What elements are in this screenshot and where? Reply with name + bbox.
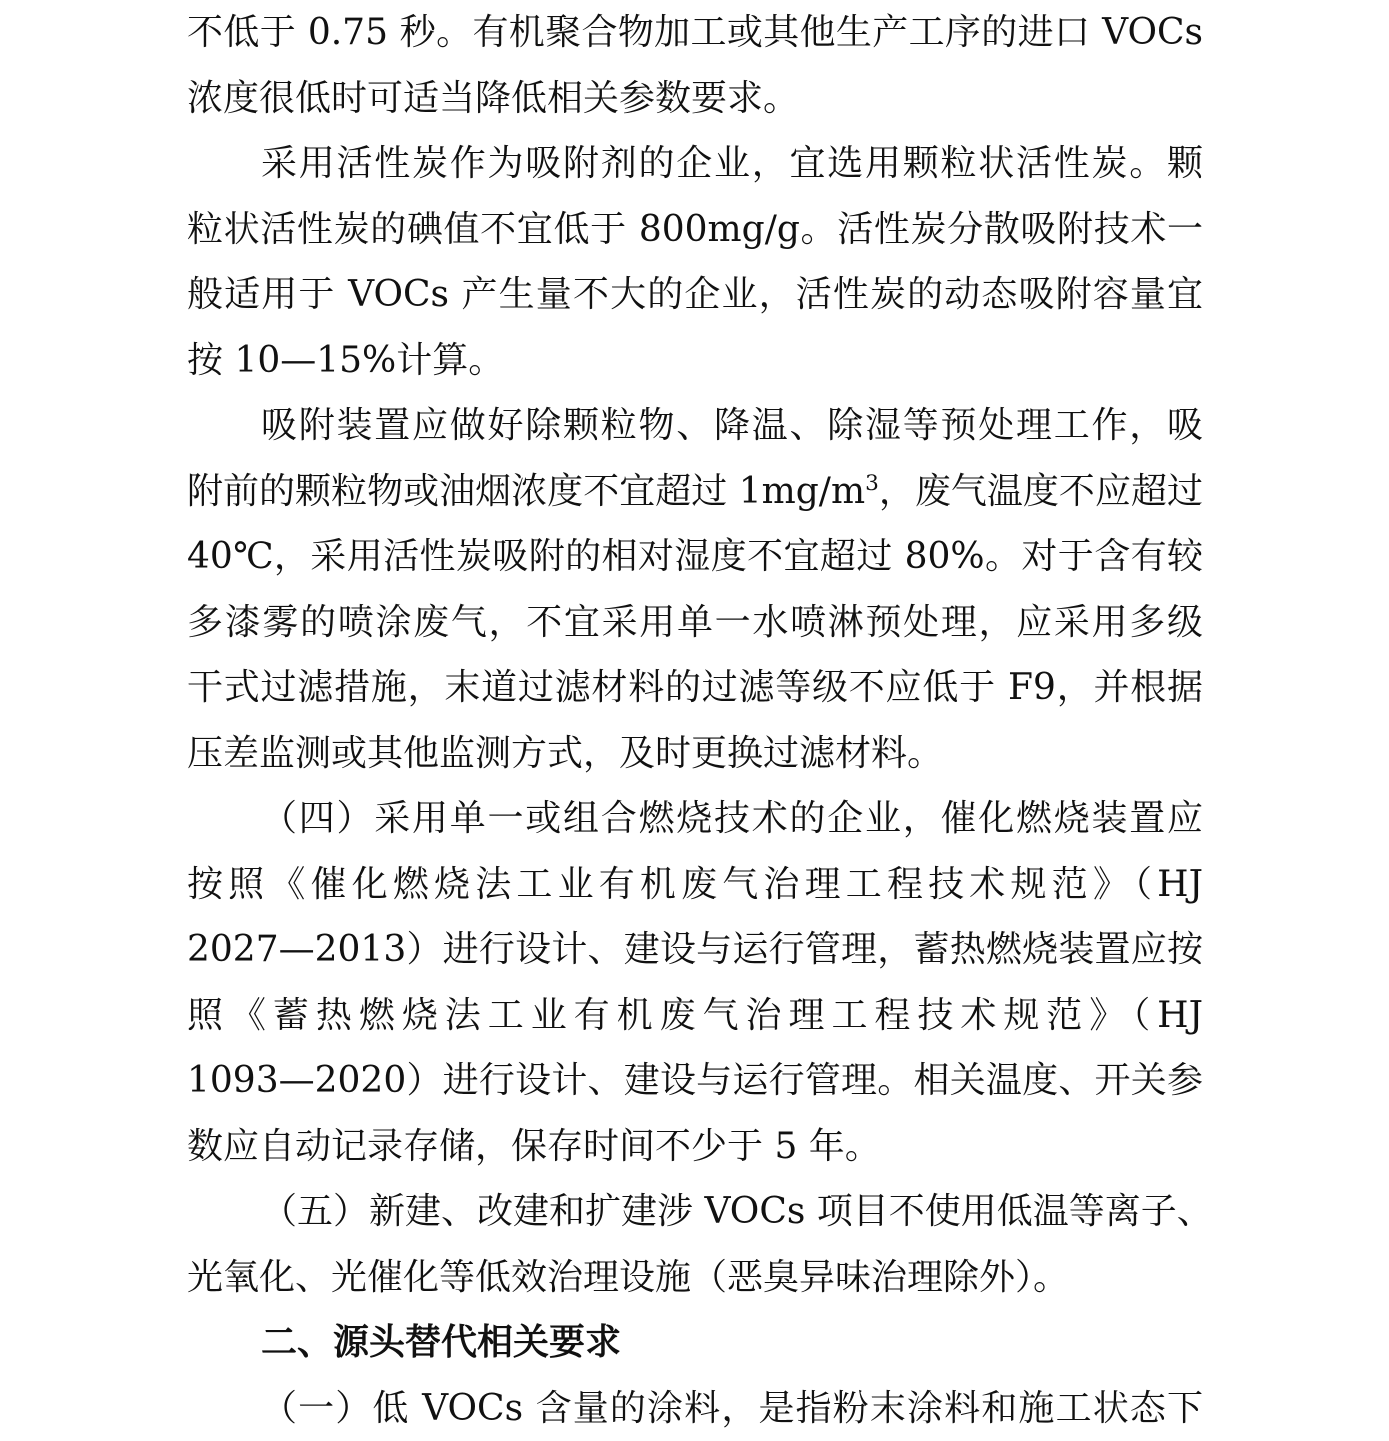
text-line: 2027—2013）进行设计、建设与运行管理，蓄热燃烧装置应按 xyxy=(187,917,1203,983)
text-line: 按照《催化燃烧法工业有机废气治理工程技术规范》（HJ xyxy=(187,852,1203,918)
text-line: 浓度很低时可适当降低相关参数要求。 xyxy=(187,66,1203,132)
superscript: 3 xyxy=(865,471,879,496)
text-segment: ，废气温度不应超过 xyxy=(879,471,1203,512)
text-line: （四）采用单一或组合燃烧技术的企业，催化燃烧装置应 xyxy=(187,786,1203,852)
text-line: 吸附装置应做好除颗粒物、降温、除湿等预处理工作，吸 xyxy=(187,393,1203,459)
text-line: 采用活性炭作为吸附剂的企业，宜选用颗粒状活性炭。颗 xyxy=(187,131,1203,197)
text-line xyxy=(187,459,1203,525)
text-line: 照《蓄热燃烧法工业有机废气治理工程技术规范》（HJ xyxy=(187,983,1203,1049)
section-heading: 二、源头替代相关要求 xyxy=(187,1310,1203,1376)
text-line: 按 10—15%计算。 xyxy=(187,328,1203,394)
text-line: （五）新建、改建和扩建涉 VOCs 项目不使用低温等离子、 xyxy=(187,1179,1203,1245)
text-line: 1093—2020）进行设计、建设与运行管理。相关温度、开关参 xyxy=(187,1048,1203,1114)
text-line: 光氧化、光催化等低效治理设施（恶臭异味治理除外）。 xyxy=(187,1245,1203,1311)
text-line: 粒状活性炭的碘值不宜低于 800mg/g。活性炭分散吸附技术一 xyxy=(187,197,1203,263)
text-line: 压差监测或其他监测方式，及时更换过滤材料。 xyxy=(187,721,1203,787)
text-line: （一）低 VOCs 含量的涂料，是指粉末涂料和施工状态下 xyxy=(187,1376,1203,1441)
text-segment: 附前的颗粒物或油烟浓度不宜超过 1mg/m xyxy=(187,471,865,512)
text-line: 干式过滤措施，末道过滤材料的过滤等级不应低于 F9，并根据 xyxy=(187,655,1203,721)
text-line: 多漆雾的喷涂废气，不宜采用单一水喷淋预处理，应采用多级 xyxy=(187,590,1203,656)
text-line: 般适用于 VOCs 产生量不大的企业，活性炭的动态吸附容量宜 xyxy=(187,262,1203,328)
text-line: 40℃，采用活性炭吸附的相对湿度不宜超过 80%。对于含有较 xyxy=(187,524,1203,590)
text-line: 数应自动记录存储，保存时间不少于 5 年。 xyxy=(187,1114,1203,1180)
document-page xyxy=(187,0,1203,1441)
text-line: 不低于 0.75 秒。有机聚合物加工或其他生产工序的进口 VOCs xyxy=(187,0,1203,66)
